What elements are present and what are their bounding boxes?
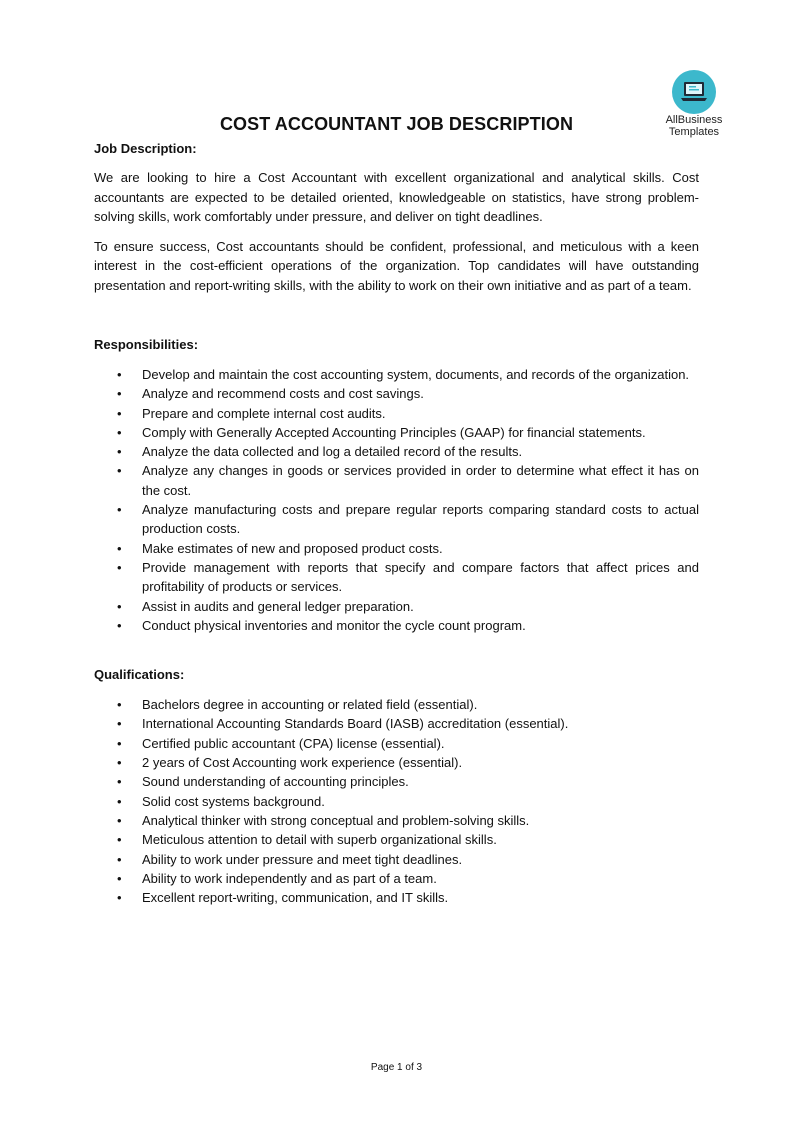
bullet: • xyxy=(117,735,122,751)
bullet: • xyxy=(117,540,122,556)
responsibilities-list xyxy=(94,365,699,635)
list-item: • Conduct physical inventories and monitor the cycle count program. xyxy=(94,616,699,635)
bullet: • xyxy=(117,424,122,440)
list-item: • Bachelors degree in accounting or related field (essential). xyxy=(94,695,699,714)
page-title: COST ACCOUNTANT JOB DESCRIPTION xyxy=(219,114,574,134)
bullet: • xyxy=(117,559,122,575)
bullet: • xyxy=(117,598,122,614)
list-item: • Ability to work under pressure and meet tight deadlines. xyxy=(94,850,699,869)
list-item: • Excellent report-writing, communication, and IT skills. xyxy=(94,888,699,907)
page-number: Page 1 of 3 xyxy=(370,1062,423,1073)
document-body xyxy=(94,139,699,907)
list-item: • Analyze manufacturing costs and prepare regular reports comparing standard costs to actual production costs. xyxy=(117,502,699,537)
list-item: • Analyze the data collected and log a detailed record of the results. xyxy=(94,442,699,461)
bullet: • xyxy=(117,812,122,828)
list-item: • International Accounting Standards Board (IASB) accreditation (essential). xyxy=(94,714,699,733)
bullet: • xyxy=(117,444,122,460)
bullet: • xyxy=(117,755,122,771)
bullet: • xyxy=(117,774,122,790)
bullet: • xyxy=(117,697,122,713)
list-item: • Prepare and complete internal cost audits. xyxy=(94,404,699,423)
list-item: • Provide management with reports that specify and compare factors that affect prices and profitability of products or services. xyxy=(117,559,699,595)
bullet: • xyxy=(117,793,122,809)
bullet: • xyxy=(117,367,122,382)
list-item: • Assist in audits and general ledger preparation. xyxy=(94,597,699,616)
list-item: • Analyze any changes in goods or services provided in order to determine what effect it has on the cost. xyxy=(117,463,699,498)
job-description-paragraph-2: To ensure success, Cost accountants should be confident, professional, and meticulous with a keen interest in the cost-efficient operations of the organization. Top candidates will have outstanding presentation and report-writing skills, with the ability to work on their own initiative and as part of a team. xyxy=(94,238,699,293)
logo-badge xyxy=(672,70,716,114)
bullet: • xyxy=(117,870,122,886)
list-item: • Solid cost systems background. xyxy=(94,792,699,811)
bullet: • xyxy=(117,851,122,867)
list-item: • Make estimates of new and proposed product costs. xyxy=(94,539,699,558)
list-item: • Analytical thinker with strong conceptual and problem-solving skills. xyxy=(94,811,699,830)
bullet: • xyxy=(117,463,122,479)
list-item: • Sound understanding of accounting principles. xyxy=(94,772,699,791)
bullet: • xyxy=(117,890,122,906)
bullet: • xyxy=(117,386,122,402)
qualifications-heading: Qualifications: xyxy=(94,667,185,683)
list-item: • Ability to work independently and as part of a team. xyxy=(94,869,699,888)
bullet: • xyxy=(117,502,122,518)
bullet: • xyxy=(117,832,122,848)
qualifications-list xyxy=(94,695,699,907)
list-item: • Analyze and recommend costs and cost savings. xyxy=(94,384,699,403)
logo-text-line2: Templates xyxy=(668,126,720,138)
job-description-paragraph-1: We are looking to hire a Cost Accountant with excellent organizational and analytical skills. Cost accountants are expected to be detailed oriented, knowledgeable on statistics, have strong problem-solving skills, work comfortably under pressure, and deliver on tight deadlines. xyxy=(94,170,699,224)
bullet: • xyxy=(117,405,122,421)
list-item: • 2 years of Cost Accounting work experience (essential). xyxy=(94,753,699,772)
list-item: • Meticulous attention to detail with superb organizational skills. xyxy=(94,830,699,849)
job-description-heading: Job Description: xyxy=(94,141,197,156)
list-item: • Develop and maintain the cost accounting system, documents, and records of the organization. xyxy=(94,365,699,384)
logo-text-line1: AllBusiness xyxy=(665,114,723,126)
bullet: • xyxy=(117,716,122,732)
laptop-icon xyxy=(680,79,708,105)
responsibilities-heading: Responsibilities: xyxy=(94,337,199,352)
list-item: • Certified public accountant (CPA) license (essential). xyxy=(94,734,699,753)
list-item: • Comply with Generally Accepted Accounting Principles (GAAP) for financial statements. xyxy=(94,423,699,442)
bullet: • xyxy=(117,617,122,633)
